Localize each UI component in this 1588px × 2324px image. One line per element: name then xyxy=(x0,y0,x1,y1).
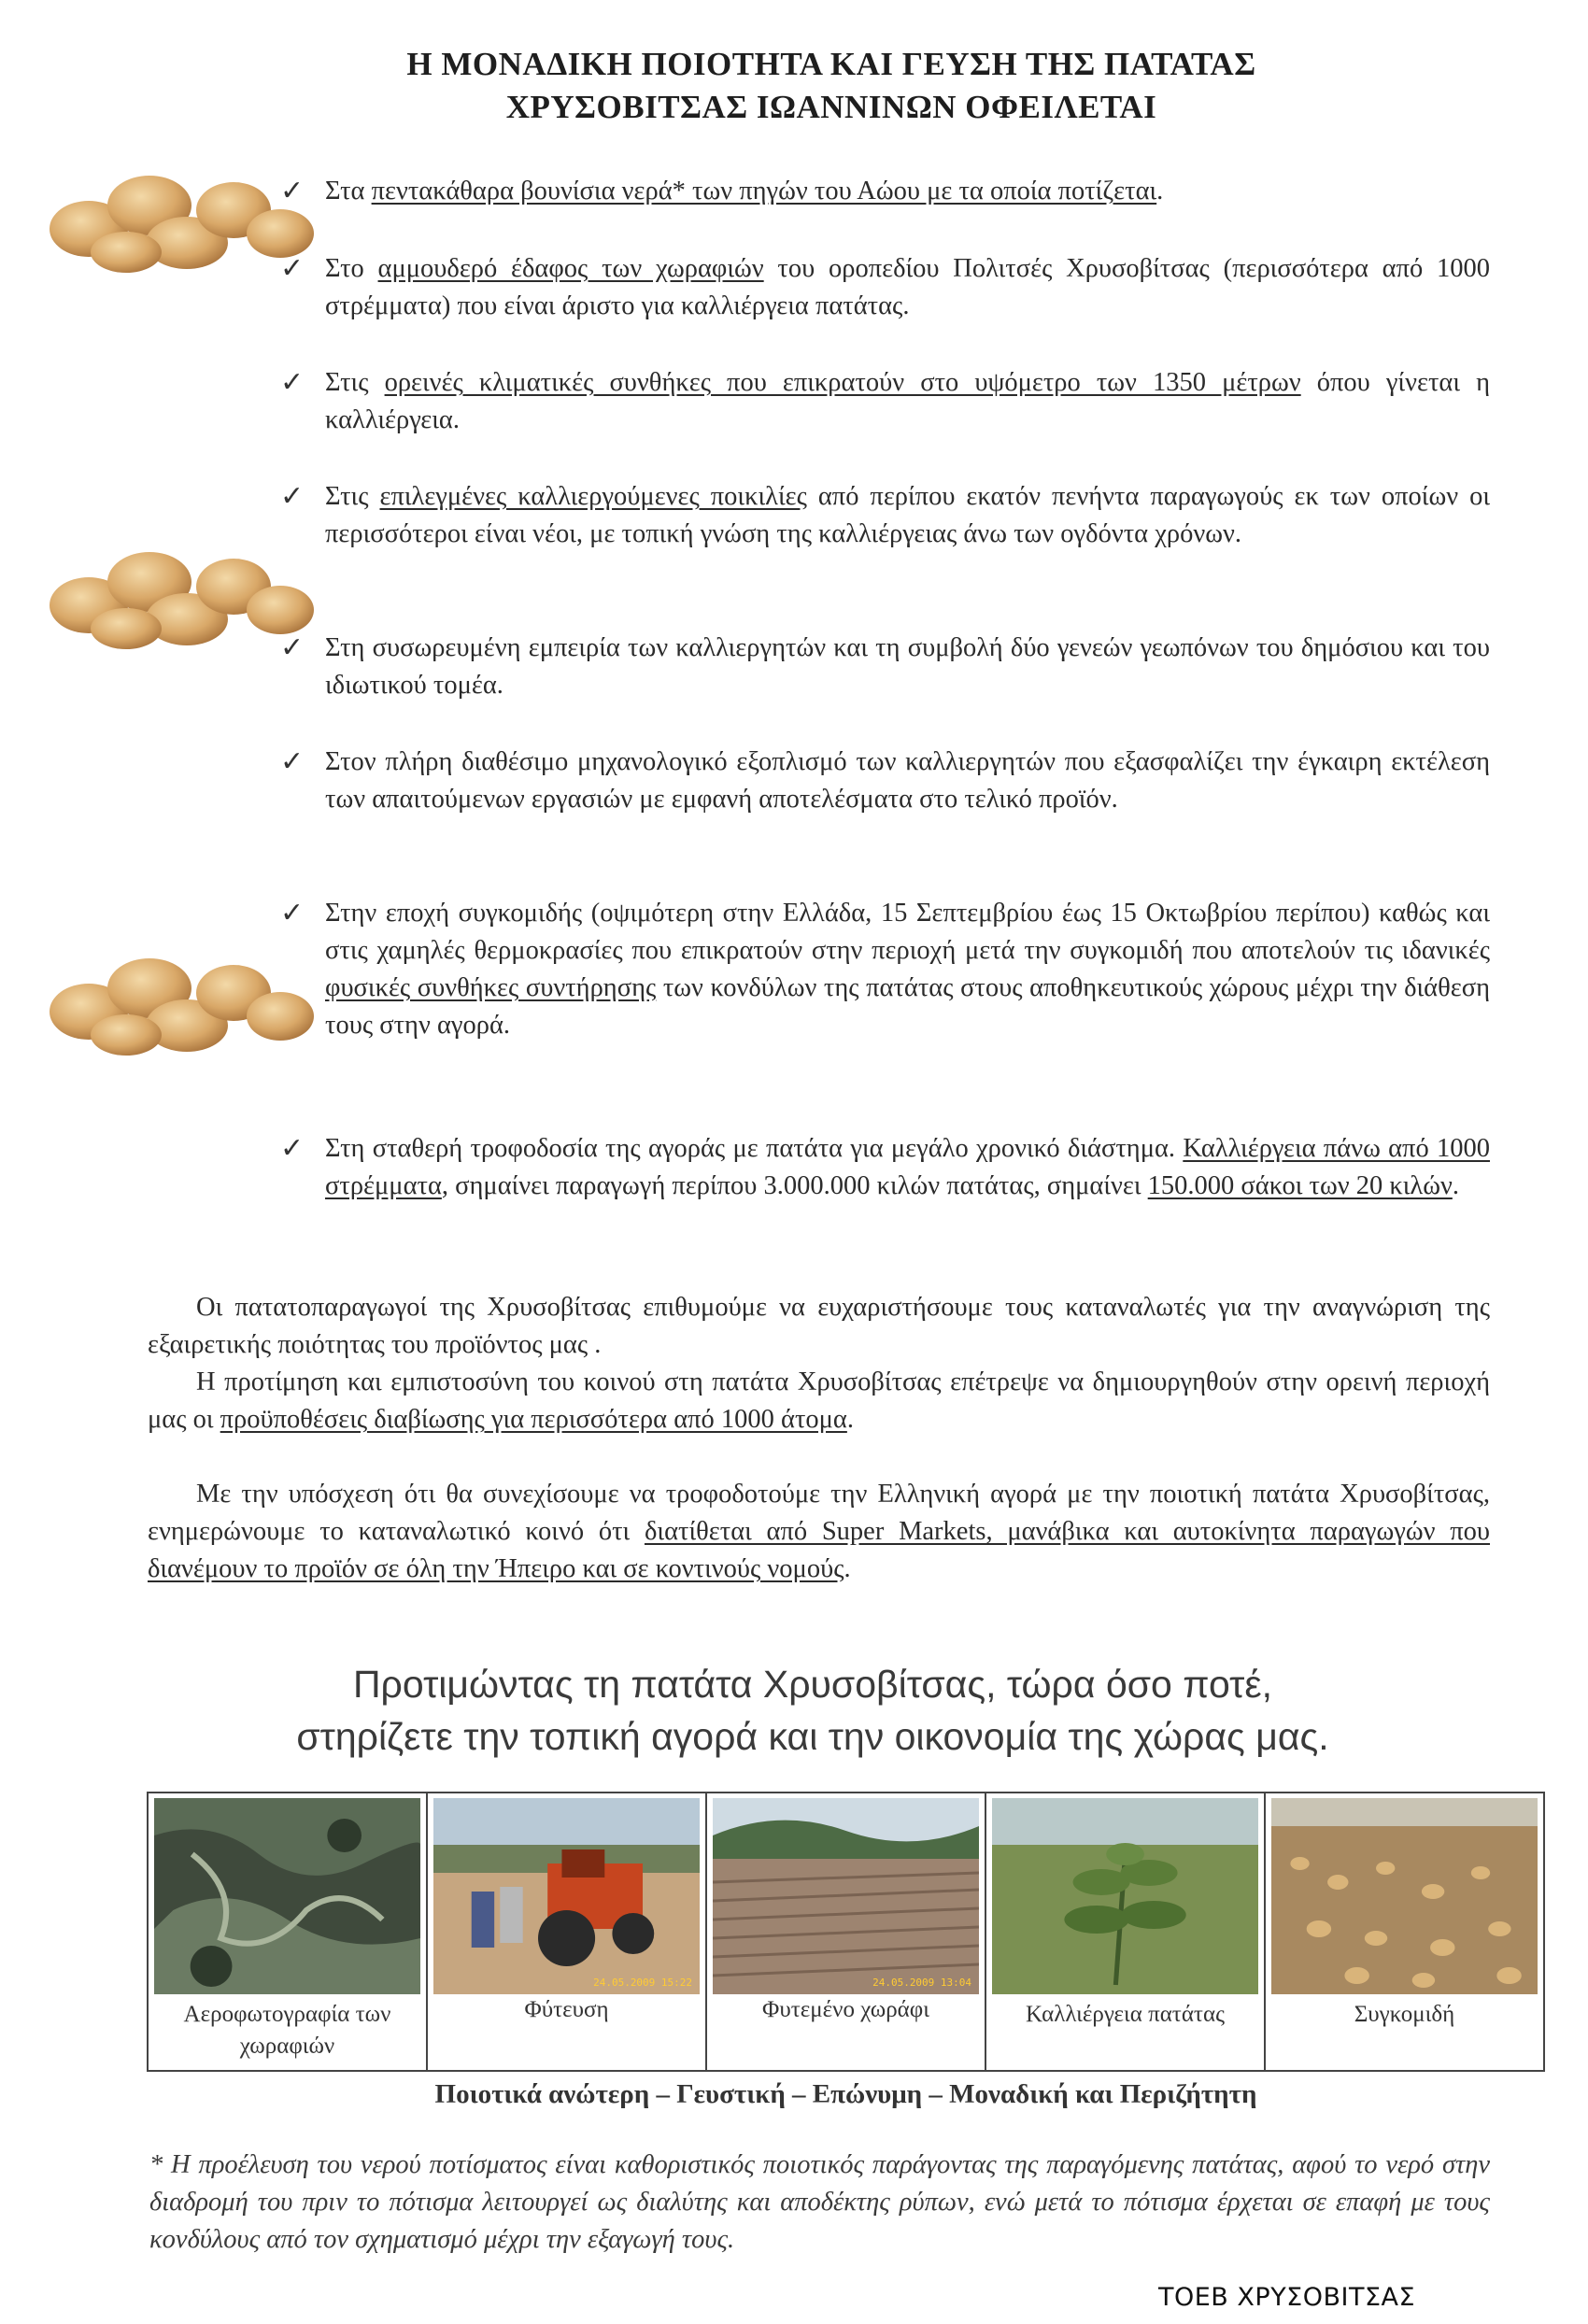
photo-caption: Φύτευση xyxy=(524,1997,609,2022)
photo-date-stamp: 24.05.2009 13:04 xyxy=(872,1977,972,1989)
photo-cell xyxy=(148,1793,427,2071)
cultivation-photo xyxy=(992,1798,1258,1994)
checkmark-icon: ✓ xyxy=(280,480,305,513)
quality-line: Ποιοτικά ανώτερη – Γευστική – Επώνυμη – Μοναδική και Περιζήτητη xyxy=(434,2079,1257,2109)
planted-field-photo xyxy=(713,1798,979,1994)
slogan xyxy=(187,1658,1439,1763)
slogan-line-2: στηρίζετε την τοπική αγορά και την οικονομία της χώρας μας. xyxy=(296,1715,1329,1758)
photo-cell xyxy=(1265,1793,1544,2071)
photo-caption: Φυτεμένο χωράφι xyxy=(762,1997,929,2022)
aerial-photo xyxy=(154,1798,420,1994)
potatoes-icon xyxy=(47,937,318,1058)
slogan-line-1: Προτιμώντας τη πατάτα Χρυσοβίτσας, τώρα όσο ποτέ, xyxy=(352,1663,1273,1706)
footnote: * Η προέλευση του νερού ποτίσματος είναι καθοριστικός ποιοτικός παράγοντας της παραγόμενης πατάτας, αφού το νερό στην διαδρομή του πριν το πότισμα λειτουργεί ως διαλύτης και αποδέκτης ρύπων, ενώ μετά το πότισμα έρχεται σε επαφή με τους κονδύλους από τον σχηματισμό μέχρι την εξαγωγή τους. xyxy=(149,2150,1490,2254)
photo-cell xyxy=(427,1793,706,2071)
title-line-1: Η ΜΟΝΑΔΙΚΗ ΠΟΙΟΤΗΤΑ ΚΑΙ ΓΕΥΣΗ ΤΗΣ ΠΑΤΑΤΑΣ xyxy=(406,46,1256,82)
checkmark-icon: ✓ xyxy=(280,897,305,929)
photo-cell xyxy=(706,1793,985,2071)
potatoes-icon xyxy=(47,154,318,276)
title-line-2: ΧΡΥΣΟΒΙΤΣΑΣ ΙΩΑΝΝΙΝΩΝ ΟΦΕΙΛΕΤΑΙ xyxy=(505,89,1157,125)
checkmark-icon: ✓ xyxy=(280,745,305,778)
trust-paragraph: Η προτίμηση και εμπιστοσύνη του κοινού στη πατάτα Χρυσοβίτσας επέτρεψε να δημιουργηθούν στην ορεινή περιοχή μας οι προϋποθέσεις διαβίωσης για περισσότερα από 1000 άτομα. xyxy=(148,1367,1490,1434)
availability-paragraph: Με την υπόσχεση ότι θα συνεχίσουμε να τροφοδοτούμε την Ελληνική αγορά με την ποιοτική πατάτα Χρυσοβίτσας, ενημερώνουμε το καταναλωτικό κοινό ότι διατίθεται από Super Markets, μανάβικα και αυτοκίνητα παραγωγών που διανέμουν το προϊόν σε όλη την Ήπειρο και σε κοντινούς νομούς. xyxy=(148,1480,1490,1583)
potatoes-icon xyxy=(47,531,318,652)
page-title xyxy=(280,43,1382,129)
photo-table xyxy=(147,1792,1545,2072)
checkmark-icon: ✓ xyxy=(280,366,305,399)
photo-date-stamp: 24.05.2009 15:22 xyxy=(593,1977,693,1989)
checkmark-icon: ✓ xyxy=(280,175,305,207)
thanks-paragraph: Οι πατατοπαραγωγοί της Χρυσοβίτσας επιθυμούμε να ευχαριστήσουμε τους καταναλωτές για την αναγνώριση της εξαιρετικής ποιότητας του προϊόντος μας . xyxy=(148,1293,1490,1359)
planting-photo xyxy=(433,1798,700,1994)
checkmark-icon: ✓ xyxy=(280,631,305,664)
checkmark-icon: ✓ xyxy=(280,1132,305,1165)
photo-caption: Συγκομιδή xyxy=(1354,2002,1455,2027)
photo-caption: Καλλιέργεια πατάτας xyxy=(1026,2002,1225,2027)
checkmark-icon: ✓ xyxy=(280,252,305,285)
photo-caption: Αεροφωτογραφία των χωραφιών xyxy=(183,2002,391,2059)
photo-cell xyxy=(985,1793,1265,2071)
organization-signature: ΤΟΕΒ ΧΡΥΣΟΒΙΤΣΑΣ xyxy=(1158,2283,1416,2312)
harvest-photo xyxy=(1271,1798,1538,1994)
